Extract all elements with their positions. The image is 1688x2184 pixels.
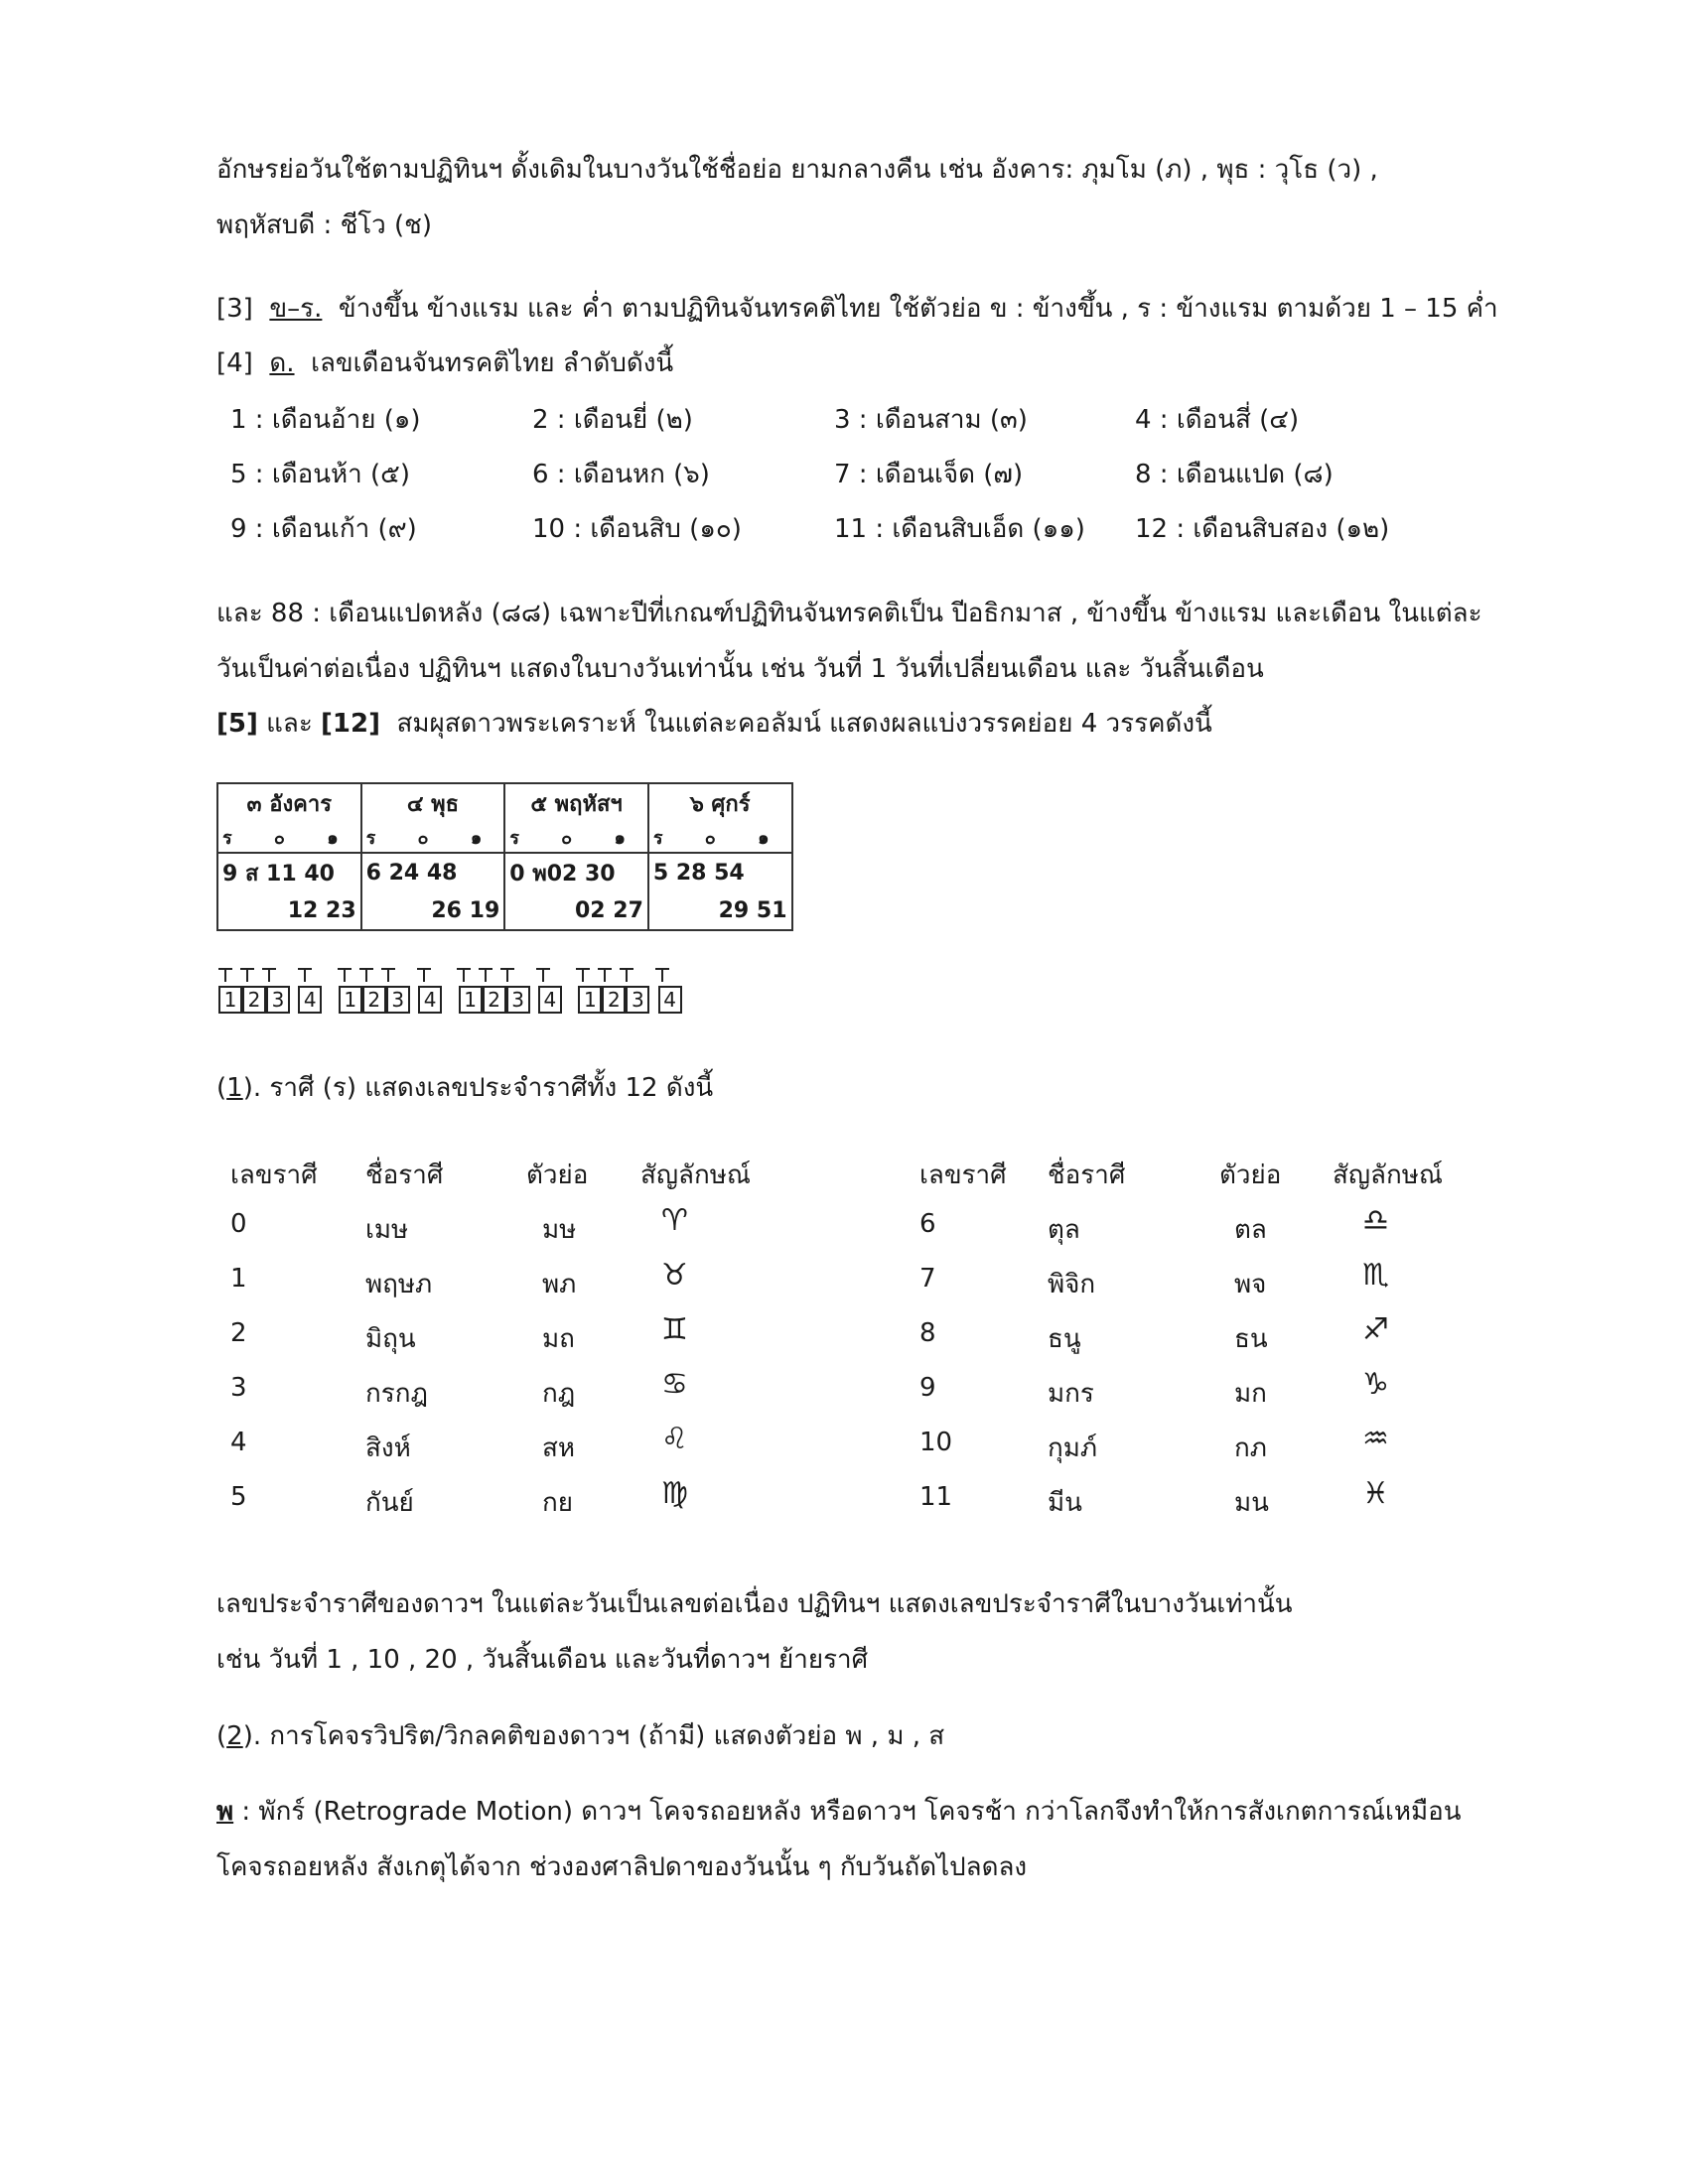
- zodiac-header: ตัวย่อ: [526, 1160, 589, 1190]
- zodiac-header: เลขราศี: [230, 1160, 318, 1190]
- month-item: 10 : เดือนสิบ (๑๐): [532, 514, 742, 544]
- zodiac-abbr: มษ: [542, 1215, 577, 1245]
- item3-tag: ข–ร.: [269, 294, 323, 324]
- para2-line1: และ 88 : เดือนแปดหลัง (๘๘) เฉพาะปีที่เกณฑ์ปฏิทินจันทรคติเป็น ปีอธิกมาส , ข้างขึ้น ข้างแรม และเดือน ในแต่ละ: [216, 599, 1482, 628]
- zodiac-number: 4: [230, 1428, 247, 1457]
- planet-subheader: ร ๐ ๑: [504, 822, 648, 853]
- month-item: 1 : เดือนอ้าย (๑): [230, 405, 421, 435]
- zodiac-header: ตัวย่อ: [1219, 1160, 1282, 1190]
- planet-header: ๓ อังคาร: [217, 783, 361, 822]
- planet-header: ๔ พุธ: [361, 783, 505, 822]
- planet-value: 26 19: [361, 891, 505, 930]
- tick: [620, 968, 633, 984]
- planet-subheader: ร ๐ ๑: [361, 822, 505, 853]
- zodiac-name: ตุล: [1048, 1215, 1080, 1245]
- item5: [216, 711, 1212, 737]
- item4: [216, 350, 673, 376]
- section-1-tag: 1: [226, 1073, 243, 1103]
- zodiac-number: 3: [230, 1373, 247, 1403]
- zodiac-number: 1: [230, 1264, 247, 1294]
- zodiac-name: มีน: [1048, 1488, 1082, 1518]
- para2-line2: วันเป็นค่าต่อเนื่อง ปฏิทินฯ แสดงในบางวันเท่านั้น เช่น วันที่ 1 วันที่เปลี่ยนเดือน และ วันสิ้นเดือน: [216, 654, 1264, 684]
- zodiac-header: ชื่อราศี: [1048, 1160, 1126, 1190]
- section-2-text: . การโคจรวิปริต/วิกลคติของดาวฯ (ถ้ามี) แสดงตัวย่อ พ , ม , ส: [252, 1721, 945, 1751]
- zodiac-number: 11: [919, 1482, 953, 1512]
- month-item: 7 : เดือนเจ็ด (๗): [834, 460, 1024, 489]
- zodiac-abbr: กฎ: [542, 1379, 576, 1409]
- box-label: 4: [298, 986, 322, 1014]
- box-label: 4: [658, 986, 682, 1014]
- zodiac-name: สิงห์: [365, 1433, 411, 1463]
- planet-value: 6 24 48: [361, 853, 505, 891]
- planet-header: ๖ ศุกร์: [648, 783, 792, 822]
- tick: [262, 968, 276, 984]
- zodiac-name: กันย์: [365, 1488, 414, 1518]
- zodiac-name: กุมภ์: [1048, 1433, 1098, 1463]
- zodiac-abbr: กย: [542, 1488, 573, 1518]
- item5-and: และ: [266, 709, 313, 739]
- zodiac-abbr: สห: [542, 1433, 576, 1463]
- gemini-icon: ♊: [661, 1312, 688, 1347]
- item5-num: [5]: [216, 709, 258, 739]
- planet-value: 12 23: [217, 891, 361, 930]
- zodiac-header: สัญลักษณ์: [1333, 1160, 1443, 1190]
- month-item: 5 : เดือนห้า (๕): [230, 460, 410, 489]
- zodiac-name: มกร: [1048, 1379, 1094, 1409]
- section-1-heading: (1). ราศี (ร) แสดงเลขประจำราศีทั้ง 12 ดังนี้: [216, 1073, 714, 1103]
- box-label: 1: [459, 986, 483, 1014]
- zodiac-name: เมษ: [365, 1215, 409, 1245]
- capricorn-icon: ♑: [1362, 1367, 1389, 1402]
- section-2-tag: 2: [226, 1721, 243, 1751]
- libra-icon: ♎: [1362, 1203, 1389, 1238]
- zodiac-number: 5: [230, 1482, 247, 1512]
- planet-subheader: ร ๐ ๑: [648, 822, 792, 853]
- box-label: 4: [418, 986, 442, 1014]
- tick: [598, 968, 612, 984]
- tick: [479, 968, 492, 984]
- zodiac-abbr: ธน: [1234, 1324, 1268, 1354]
- tick: [218, 968, 232, 984]
- box-label: 3: [626, 986, 649, 1014]
- planet-value: 5 28 54: [648, 853, 792, 891]
- para4-tag: พ: [216, 1797, 234, 1827]
- zodiac-abbr: มก: [1234, 1379, 1267, 1409]
- item5-text: สมผุสดาวพระเคราะห์ ในแต่ละคอลัมน์ แสดงผลแบ่งวรรคย่อย 4 วรรคดังนี้: [396, 709, 1212, 739]
- aries-icon: ♈: [661, 1203, 688, 1238]
- box-label: 1: [578, 986, 602, 1014]
- zodiac-abbr: มน: [1234, 1488, 1269, 1518]
- section-1-text: . ราศี (ร) แสดงเลขประจำราศีทั้ง 12 ดังนี้: [252, 1073, 714, 1103]
- zodiac-abbr: ตล: [1234, 1215, 1267, 1245]
- month-item: 4 : เดือนสี่ (๔): [1135, 405, 1300, 435]
- tick: [655, 968, 669, 984]
- zodiac-number: 2: [230, 1318, 247, 1348]
- cancer-icon: ♋: [661, 1367, 688, 1402]
- month-item: 9 : เดือนเก้า (๙): [230, 514, 417, 544]
- box-label: 3: [386, 986, 410, 1014]
- planet-value: 0 พ02 30: [504, 853, 648, 891]
- item4-tag: ด.: [269, 348, 295, 378]
- item4-text: เลขเดือนจันทรคติไทย ลำดับดังนี้: [311, 348, 674, 378]
- zodiac-abbr: พภ: [542, 1270, 577, 1299]
- zodiac-header: เลขราศี: [919, 1160, 1007, 1190]
- box-label: 3: [266, 986, 290, 1014]
- item4-num: [4]: [216, 348, 253, 378]
- para1-line1: อักษรย่อวันใช้ตามปฏิทินฯ ดั้งเดิมในบางวันใช้ชื่อย่อ ยามกลางคืน เช่น อังคาร: ภุมโม (ภ) , พุธ : วุโธ (ว) ,: [216, 155, 1378, 185]
- box-label: 1: [339, 986, 362, 1014]
- para4-line1: [216, 1799, 1462, 1825]
- zodiac-header: ชื่อราศี: [365, 1160, 444, 1190]
- box-label: 3: [506, 986, 530, 1014]
- box-label: 2: [242, 986, 266, 1014]
- zodiac-abbr: กภ: [1234, 1433, 1267, 1463]
- tick: [500, 968, 514, 984]
- planet-subheader: ร ๐ ๑: [217, 822, 361, 853]
- zodiac-name: ธนู: [1048, 1324, 1081, 1354]
- zodiac-number: 10: [919, 1428, 953, 1457]
- item3-num: [3]: [216, 294, 253, 324]
- zodiac-number: 0: [230, 1209, 247, 1239]
- leo-icon: ♌: [661, 1422, 688, 1456]
- para4-line2: โคจรถอยหลัง สังเกตุได้จาก ช่วงองศาลิปดาของวันนั้น ๆ กับวันถัดไปลดลง: [216, 1852, 1028, 1882]
- month-item: 2 : เดือนยี่ (๒): [532, 405, 693, 435]
- aquarius-icon: ♒: [1362, 1422, 1389, 1456]
- planet-value: 02 27: [504, 891, 648, 930]
- para3-line1: เลขประจำราศีของดาวฯ ในแต่ละวันเป็นเลขต่อเนื่อง ปฏิทินฯ แสดงเลขประจำราศีในบางวันเท่านั้น: [216, 1589, 1293, 1619]
- month-item: 3 : เดือนสาม (๓): [834, 405, 1028, 435]
- zodiac-abbr: มถ: [542, 1324, 575, 1354]
- month-item: 8 : เดือนแปด (๘): [1135, 460, 1334, 489]
- tick: [536, 968, 550, 984]
- bracket-ticks: [218, 968, 695, 984]
- para3-line2: เช่น วันที่ 1 , 10 , 20 , วันสิ้นเดือน และวันที่ดาวฯ ย้ายราศี: [216, 1645, 869, 1675]
- zodiac-number: 6: [919, 1209, 936, 1239]
- tick: [338, 968, 352, 984]
- planet-value: 29 51: [648, 891, 792, 930]
- tick: [298, 968, 312, 984]
- zodiac-name: พฤษภ: [365, 1270, 433, 1299]
- zodiac-name: กรกฎ: [365, 1379, 428, 1409]
- virgo-icon: ♍: [661, 1476, 688, 1511]
- zodiac-header: สัญลักษณ์: [640, 1160, 751, 1190]
- box-label: 2: [483, 986, 506, 1014]
- zodiac-name: พิจิก: [1048, 1270, 1096, 1299]
- tick: [576, 968, 590, 984]
- box-label: 2: [602, 986, 626, 1014]
- box-label: 2: [362, 986, 386, 1014]
- item5-num2: [12]: [321, 709, 380, 739]
- zodiac-number: 9: [919, 1373, 936, 1403]
- sagittarius-icon: ♐: [1362, 1312, 1389, 1347]
- box-label: 4: [538, 986, 562, 1014]
- item3-text: ข้างขึ้น ข้างแรม และ ค่ำ ตามปฏิทินจันทรคติไทย ใช้ตัวย่อ ข : ข้างขึ้น , ร : ข้างแรม ตามด้วย 1 – 15 ค่ำ: [338, 294, 1498, 324]
- month-item: 12 : เดือนสิบสอง (๑๒): [1135, 514, 1390, 544]
- tick: [240, 968, 254, 984]
- planet-value: 9 ส 11 40: [217, 853, 361, 891]
- tick: [417, 968, 431, 984]
- scorpio-icon: ♏: [1362, 1258, 1389, 1293]
- planet-header: ๕ พฤหัสฯ: [504, 783, 648, 822]
- section-2-heading: (2). การโคจรวิปริต/วิกลคติของดาวฯ (ถ้ามี) แสดงตัวย่อ พ , ม , ส: [216, 1721, 945, 1751]
- tick: [359, 968, 373, 984]
- month-item: 11 : เดือนสิบเอ็ด (๑๑): [834, 514, 1085, 544]
- month-item: 6 : เดือนหก (๖): [532, 460, 710, 489]
- para1-line2: พฤหัสบดี : ชีโว (ช): [216, 210, 432, 240]
- taurus-icon: ♉: [661, 1258, 688, 1293]
- boxed-labels: [218, 986, 682, 1014]
- zodiac-number: 7: [919, 1264, 936, 1294]
- item3: [216, 296, 1498, 322]
- zodiac-name: มิถุน: [365, 1324, 416, 1354]
- pisces-icon: ♓: [1362, 1476, 1389, 1511]
- tick: [381, 968, 395, 984]
- para4-text: : พักร์ (Retrograde Motion) ดาวฯ โคจรถอยหลัง หรือดาวฯ โคจรช้า กว่าโลกจึงทำให้การสังเกตการณ์เหมือน: [233, 1797, 1462, 1827]
- zodiac-number: 8: [919, 1318, 936, 1348]
- planet-position-table: [216, 782, 793, 931]
- box-label: 1: [218, 986, 242, 1014]
- tick: [457, 968, 471, 984]
- zodiac-abbr: พจ: [1234, 1270, 1267, 1299]
